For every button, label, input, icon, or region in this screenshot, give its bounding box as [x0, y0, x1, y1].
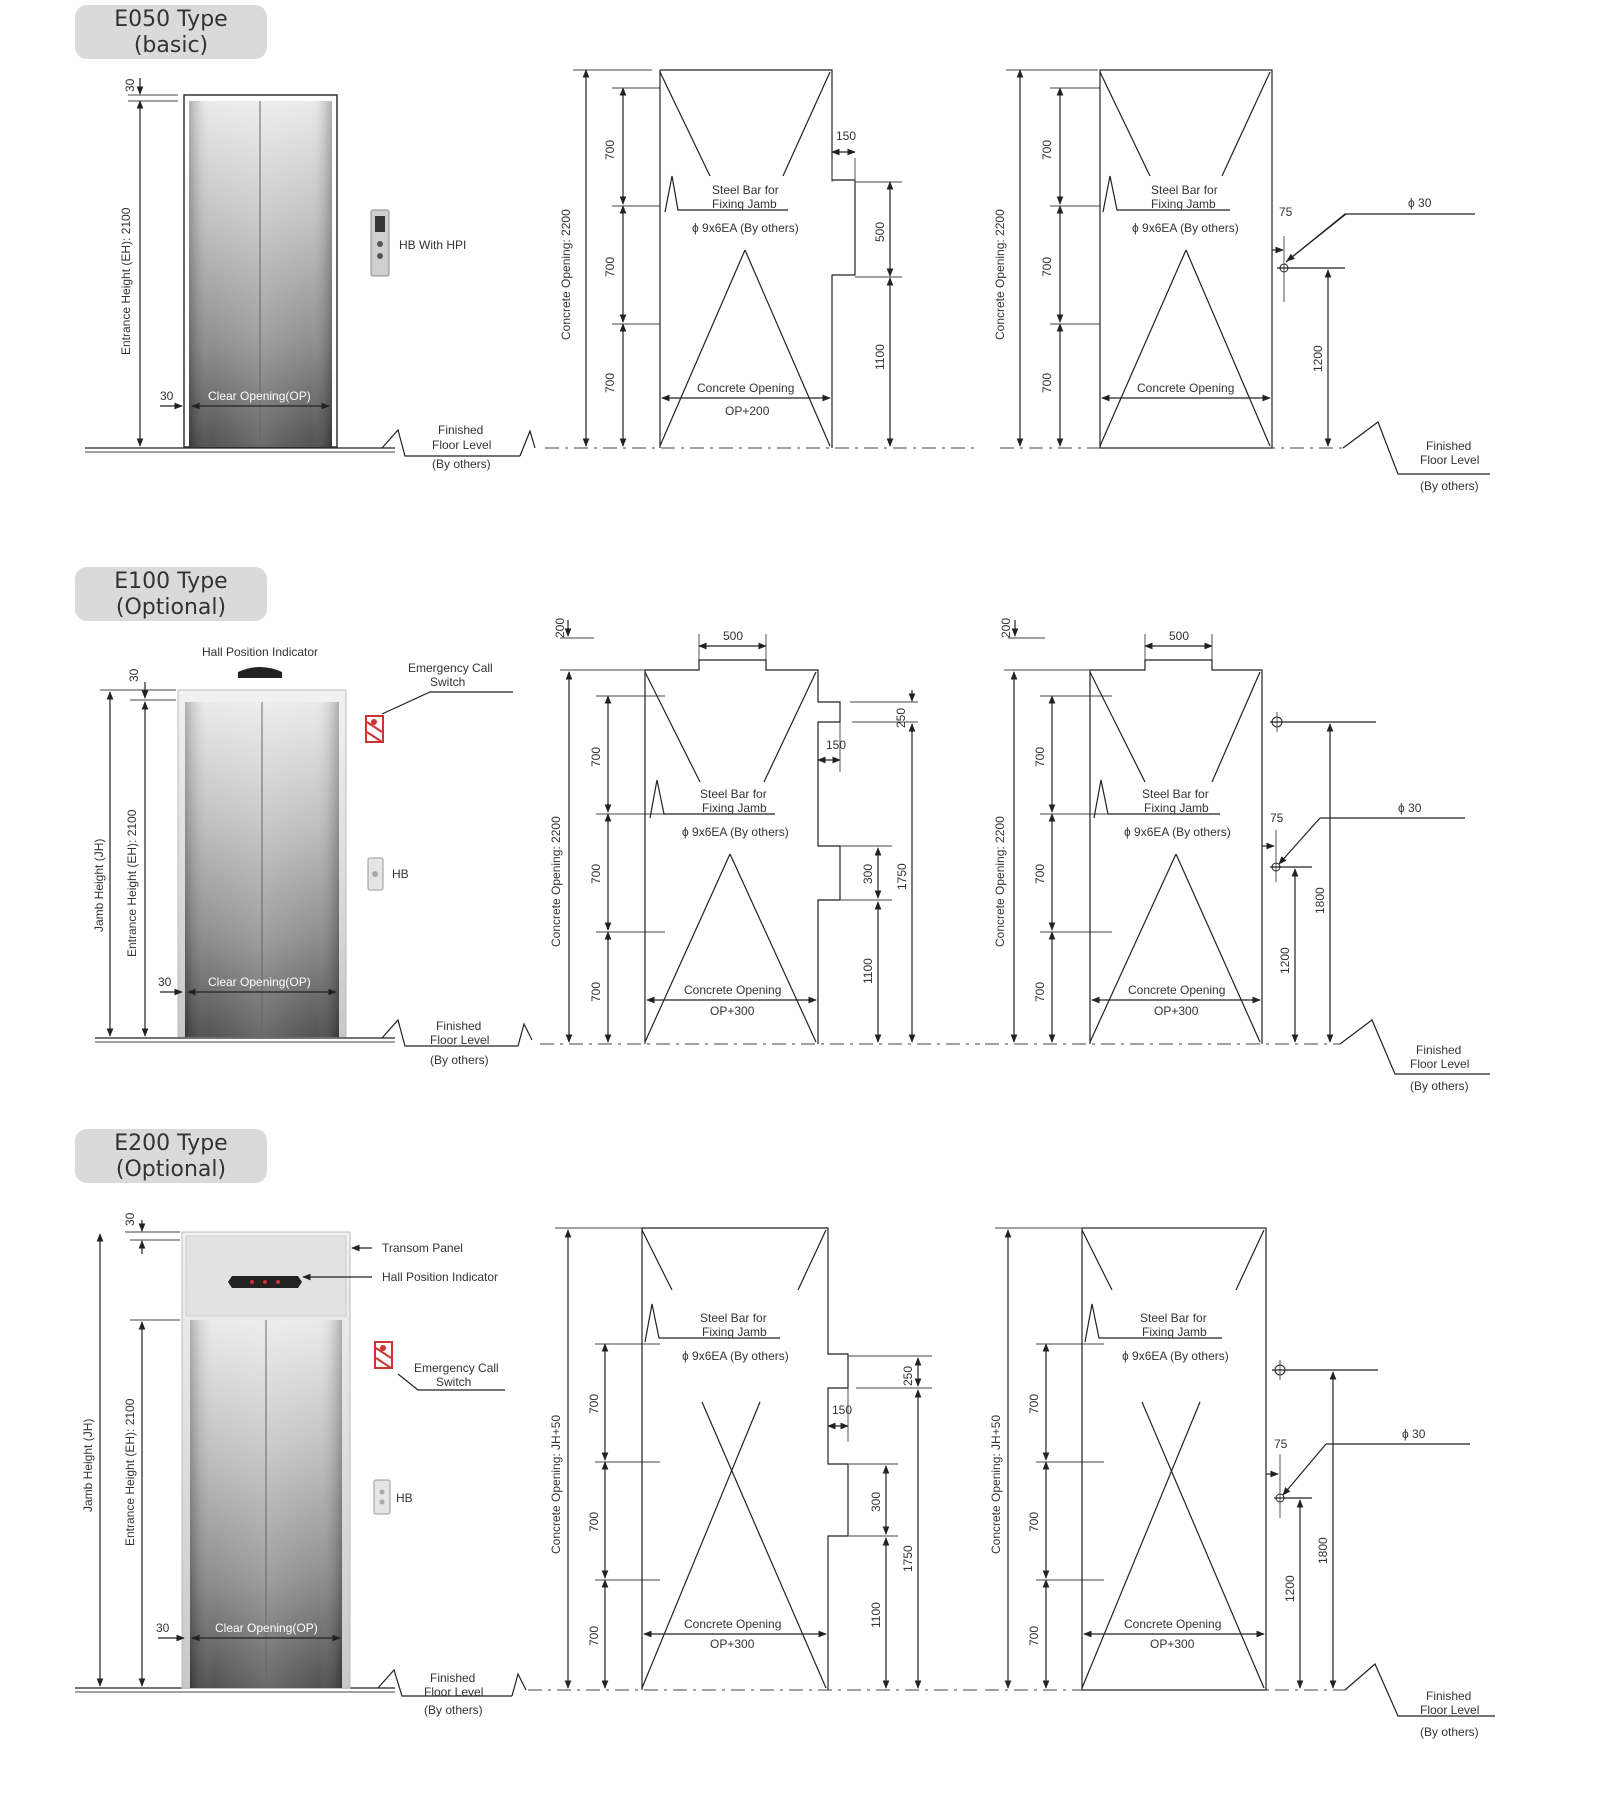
concrete-opening-label-b: Concrete Opening [1137, 381, 1235, 395]
finished-label-3b: (By others) [1420, 1725, 1479, 1739]
entrance-height-label: Entrance Height (EH): 2100 [123, 1398, 137, 1546]
type-title: E200 Type [114, 1131, 228, 1156]
ecs-label-2: Switch [436, 1375, 472, 1389]
entrance-height-label: Entrance Height (EH): 2100 [125, 809, 139, 957]
dim-700-f: 700 [1040, 372, 1054, 393]
finished-label-2b: Floor Level [1420, 453, 1480, 467]
dim-700-b: 700 [603, 256, 617, 277]
dim-1100: 1100 [861, 958, 875, 984]
dim-700-b: 700 [589, 863, 603, 884]
dim-700-e: 700 [1040, 256, 1054, 277]
dim-30-side: 30 [160, 389, 174, 403]
hall-button-icon [374, 1480, 390, 1514]
dim-700-c: 700 [589, 981, 603, 1002]
type-title: E050 Type [114, 7, 228, 32]
ecs-label-2: Switch [430, 675, 466, 689]
steel-bar-1: Steel Bar for [700, 787, 767, 801]
finished-label-1b: Finished [1416, 1043, 1462, 1057]
ecs-label-1: Emergency Call [414, 1361, 499, 1375]
dim-250: 250 [901, 1365, 915, 1386]
dim-700-f: 700 [1033, 981, 1047, 1002]
dim-30-top: 30 [123, 78, 137, 92]
dim-700-a: 700 [589, 746, 603, 767]
clear-opening-label: Clear Opening(OP) [208, 975, 311, 989]
dim-500: 500 [723, 629, 744, 643]
steel-bar-2: Fixing Jamb [702, 1325, 767, 1339]
dim-700-c: 700 [587, 1625, 601, 1646]
dim-1200: 1200 [1283, 1575, 1297, 1602]
e050-drawings [0, 0, 1600, 560]
dim-1100: 1100 [869, 1602, 883, 1628]
concrete-opening-label: Concrete Opening [684, 983, 782, 997]
dim-700-d: 700 [1033, 746, 1047, 767]
hpi-label: Hall Position Indicator [202, 645, 319, 659]
clear-opening-label: Clear Opening(OP) [215, 1621, 318, 1635]
phi9b-label: ϕ 9x6EA (By others) [1132, 221, 1239, 235]
dim-700-a: 700 [603, 139, 617, 160]
dim-700-b: 700 [587, 1511, 601, 1532]
finished-label-1: Finished [438, 423, 484, 437]
emergency-call-switch-icon [375, 1342, 392, 1368]
steel-bar-2b: Fixing Jamb [1151, 197, 1216, 211]
dim-1750: 1750 [901, 1545, 915, 1572]
op-plus-label: OP+300 [710, 1004, 755, 1018]
dim-700-e: 700 [1033, 863, 1047, 884]
jamb-height-label: Jamb Height (JH) [81, 1418, 95, 1512]
steel-bar-1: Steel Bar for [700, 1311, 767, 1325]
steel-bar-2: Fixing Jamb [712, 197, 777, 211]
type-subtitle: (basic) [133, 33, 209, 58]
dim-30-top: 30 [127, 668, 141, 682]
dim-500-b: 500 [1169, 629, 1190, 643]
steel-bar-1b: Steel Bar for [1142, 787, 1209, 801]
dim-1100: 1100 [873, 344, 887, 370]
dim-300: 300 [869, 1491, 883, 1512]
concrete-opening-label-b: Concrete Opening [1128, 983, 1226, 997]
dim-75: 75 [1279, 205, 1293, 219]
jamb-height-label: Jamb Height (JH) [92, 838, 106, 932]
phi30-label: ϕ 30 [1408, 196, 1432, 210]
type-title: E100 Type [114, 569, 228, 594]
concrete-opening-v2: Concrete Opening: 2200 [993, 209, 1007, 340]
hb-label: HB [396, 1491, 413, 1505]
finished-label-1: Finished [430, 1671, 476, 1685]
steel-bar-2: Fixing Jamb [702, 801, 767, 815]
dim-150: 150 [826, 738, 847, 752]
section-e100 [0, 562, 1600, 1122]
steel-bar-1b: Steel Bar for [1140, 1311, 1207, 1325]
phi9-label: ϕ 9x6EA (By others) [682, 1349, 789, 1363]
dim-75: 75 [1274, 1437, 1288, 1451]
hb-label: HB With HPI [399, 238, 467, 252]
concrete-opening-v1: Concrete Opening: 2200 [549, 816, 563, 947]
steel-bar-2b: Fixing Jamb [1144, 801, 1209, 815]
dim-700-f: 700 [1027, 1625, 1041, 1646]
transom-label: Transom Panel [382, 1241, 463, 1255]
steel-bar-2b: Fixing Jamb [1142, 1325, 1207, 1339]
finished-label-2b: Floor Level [1420, 1703, 1480, 1717]
section-e050 [0, 0, 1600, 560]
type-subtitle: (Optional) [115, 595, 227, 620]
dim-1800: 1800 [1313, 887, 1327, 914]
dim-700-a: 700 [587, 1393, 601, 1414]
concrete-opening-label-b: Concrete Opening [1124, 1617, 1222, 1631]
finished-label-3b: (By others) [1410, 1079, 1469, 1093]
dim-1750: 1750 [895, 863, 909, 890]
section-e200 [0, 1124, 1600, 1739]
phi9b-label: ϕ 9x6EA (By others) [1122, 1349, 1229, 1363]
phi30-label: ϕ 30 [1402, 1427, 1426, 1441]
finished-label-2: Floor Level [432, 438, 492, 452]
dim-75: 75 [1270, 811, 1284, 825]
ecs-label-1: Emergency Call [408, 661, 493, 675]
concrete-opening-label: Concrete Opening [697, 381, 795, 395]
finished-label-3: (By others) [430, 1053, 489, 1067]
finished-label-2: Floor Level [424, 1685, 484, 1699]
finished-label-1: Finished [436, 1019, 482, 1033]
dim-200-b: 200 [999, 617, 1013, 638]
phi9-label: ϕ 9x6EA (By others) [682, 825, 789, 839]
e100-drawings [0, 562, 1600, 1122]
dim-500: 500 [873, 221, 887, 242]
dim-700-d: 700 [1040, 139, 1054, 160]
dim-200: 200 [553, 617, 567, 638]
finished-label-2b: Floor Level [1410, 1057, 1470, 1071]
finished-label-2: Floor Level [430, 1033, 490, 1047]
finished-label-3: (By others) [432, 457, 491, 471]
emergency-call-switch-icon [366, 716, 383, 742]
steel-bar-1b: Steel Bar for [1151, 183, 1218, 197]
concrete-opening-label: Concrete Opening [684, 1617, 782, 1631]
dim-30-side: 30 [158, 975, 172, 989]
dim-250: 250 [894, 707, 908, 728]
dim-1800: 1800 [1316, 1537, 1330, 1564]
op-plus-label: OP+300 [710, 1637, 755, 1651]
finished-label-1b: Finished [1426, 1689, 1472, 1703]
phi30-label: ϕ 30 [1398, 801, 1422, 815]
phi9b-label: ϕ 9x6EA (By others) [1124, 825, 1231, 839]
dim-700-c: 700 [603, 372, 617, 393]
hpi-label: Hall Position Indicator [382, 1270, 499, 1284]
dim-300: 300 [861, 863, 875, 884]
concrete-opening-v1: Concrete Opening: 2200 [559, 209, 573, 340]
dim-30-top: 30 [123, 1212, 137, 1226]
entrance-height-label: Entrance Height (EH): 2100 [119, 207, 133, 355]
steel-bar-1: Steel Bar for [712, 183, 779, 197]
finished-label-3: (By others) [424, 1703, 483, 1717]
dim-150: 150 [832, 1403, 853, 1417]
clear-opening-label: Clear Opening(OP) [208, 389, 311, 403]
op-plus-label-b: OP+300 [1150, 1637, 1195, 1651]
op-plus-label: OP+200 [725, 404, 770, 418]
dim-700-d: 700 [1027, 1393, 1041, 1414]
finished-label-1b: Finished [1426, 439, 1472, 453]
hall-position-indicator-icon [238, 667, 282, 678]
dim-1200: 1200 [1278, 947, 1292, 974]
door-elevation [182, 1232, 350, 1688]
e200-drawings [0, 1124, 1600, 1739]
finished-label-3b: (By others) [1420, 479, 1479, 493]
concrete-opening-v1: Concrete Opening: JH+50 [549, 1414, 563, 1554]
hb-label: HB [392, 867, 409, 881]
dim-30-side: 30 [156, 1621, 170, 1635]
dim-150: 150 [836, 129, 857, 143]
op-plus-label-b: OP+300 [1154, 1004, 1199, 1018]
phi9-label: ϕ 9x6EA (By others) [692, 221, 799, 235]
concrete-opening-v2: Concrete Opening: 2200 [993, 816, 1007, 947]
dim-700-e: 700 [1027, 1511, 1041, 1532]
dim-1200: 1200 [1311, 345, 1325, 372]
type-subtitle: (Optional) [115, 1157, 227, 1182]
concrete-opening-v2: Concrete Opening: JH+50 [989, 1414, 1003, 1554]
